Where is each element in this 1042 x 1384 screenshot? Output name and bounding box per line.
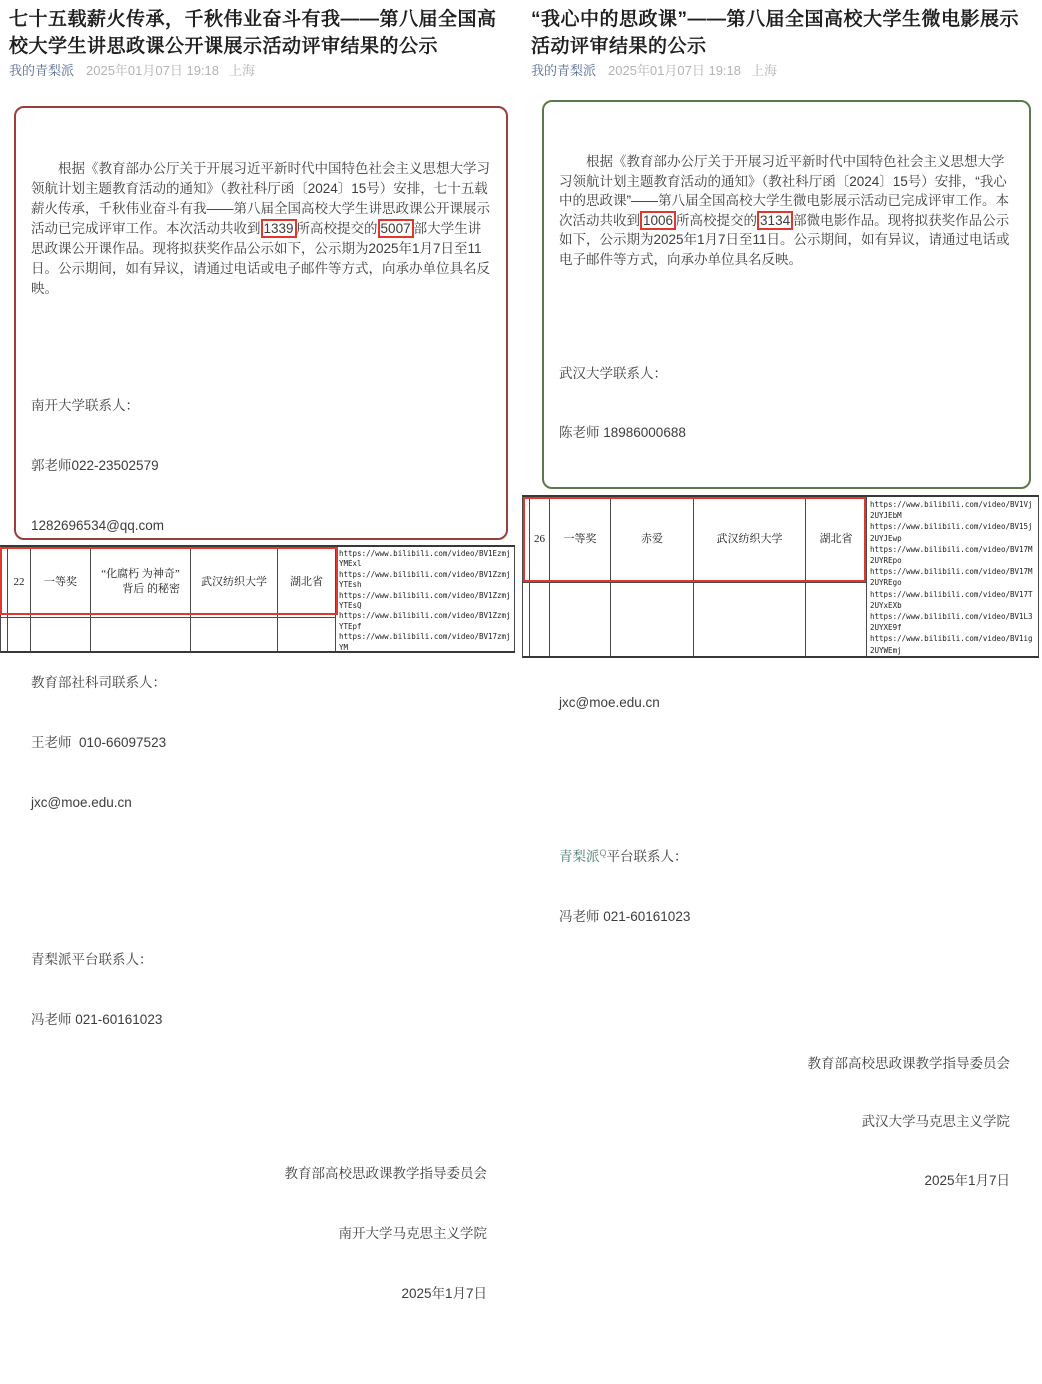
video-url-link[interactable]: https://www.bilibili.com/video/BV1L32UYXE9f: [870, 612, 1033, 633]
left-byline: [9, 60, 255, 79]
right-article-title: “我心中的思政课”——第八届全国高校大学生微电影展示活动评审结果的公示: [531, 9, 1020, 57]
table-cell-province: 湖北省: [278, 547, 336, 651]
video-url-link[interactable]: https://www.bilibili.com/video/BV15j2UYJEwp: [870, 522, 1033, 543]
contact-block-nankai: [31, 356, 491, 576]
account-name-link[interactable]: 我的青梨派: [9, 63, 75, 78]
publish-date: 2025年01月07日 19:18: [86, 63, 219, 78]
notice-text: 部微电影作品。现将拟获奖作品公示如下，公示期为2025年1月7日至11日。公示期间，如有异议，请通过电话或电子邮件等方式，向承办单位具名反映。: [559, 212, 1010, 267]
contact-line: 陈老师 18986000688: [559, 424, 686, 440]
table-cell-university: 武汉纺织大学: [191, 547, 278, 651]
contact-line: 冯老师 021-60161023: [559, 909, 691, 924]
video-url-cell: [867, 497, 1039, 656]
signature-block: [31, 1124, 491, 1344]
notice-text: 根据《教育部办公厅关于开展习近平新时代中国特色社会主义思想大学习领航计划主题教育活动的通知》（教社科厅函〔2024〕15号）安排，七十五载薪火传承，千秋伟业奋斗有我——第八届全国高校大学生讲思政课公开课展示活动已完成评审工作。本次活动共收到: [31, 161, 490, 236]
contact-title: 教育部社科司联系人：: [31, 675, 166, 690]
video-url-link[interactable]: https://www.bilibili.com/video/BV17zmjYM: [339, 632, 511, 652]
contact-title: 南开大学联系人：: [31, 398, 139, 413]
contact-line: 冯老师 021-60161023: [31, 1012, 163, 1027]
contact-title: 武汉大学联系人：: [559, 366, 667, 381]
video-url-link[interactable]: https://www.bilibili.com/video/BV17M2UYREpo: [870, 544, 1033, 566]
work-title-line2: 背后 的秘密: [122, 583, 180, 595]
table-cell-rank: 26: [530, 497, 550, 656]
notice-paragraph: [559, 152, 1014, 269]
video-url-link[interactable]: https://www.bilibili.com/video/BV17M2UYREgo: [870, 567, 1033, 588]
publish-location: 上海: [751, 63, 778, 78]
contact-line: 1282696534@qq.com: [31, 518, 165, 533]
video-url-link[interactable]: https://www.bilibili.com/video/BV1ZzmjYTEsQ: [339, 590, 511, 611]
video-url-link[interactable]: https://www.bilibili.com/video/BV1ZzmjYTEpf: [339, 611, 511, 631]
annotation-red-box: [0, 547, 338, 615]
contact-line: jxc@moe.edu.cn: [31, 795, 132, 810]
notice-text: 所高校提交的: [676, 212, 758, 228]
contact-title: 青梨派平台联系人：: [31, 952, 153, 967]
signature-block: [559, 1015, 1014, 1230]
highlighted-school-count: 1006: [640, 211, 676, 230]
qinglipai-link[interactable]: 青梨派: [559, 848, 600, 864]
table-cell-work-title: 赤爱: [611, 497, 694, 656]
account-name-link[interactable]: 我的青梨派: [531, 63, 597, 78]
superscript-q-icon: Q: [599, 847, 607, 858]
table-cell-province: 湖北省: [806, 497, 867, 656]
signature-line: 南开大学马克思主义学院: [338, 1226, 487, 1241]
right-byline: [531, 60, 777, 79]
left-article-title: 七十五载薪火传承，千秋伟业奋斗有我——第八届全国高校大学生讲思政课公开课展示活动评审结果的公示: [9, 9, 497, 57]
video-url-link[interactable]: https://www.bilibili.com/video/BV1Vj2UYJEbM: [870, 500, 1033, 521]
contact-title-rest: 平台联系人：: [606, 848, 688, 864]
table-cell-university: 武汉纺织大学: [694, 497, 806, 656]
video-url-link[interactable]: https://www.bilibili.com/video/BV1ZzmjYTEsh: [339, 569, 511, 590]
contact-line: jxc@moe.edu.cn: [559, 695, 660, 710]
table-cell-rank: 22: [8, 547, 31, 651]
publish-location: 上海: [229, 63, 256, 78]
video-url-link[interactable]: https://www.bilibili.com/video/BV1ig2UYWEmj: [870, 634, 1033, 655]
notice-text: 所高校提交的: [296, 221, 378, 236]
contact-block-qinglipai: [31, 910, 491, 1070]
contact-line: 郭老师022-23502579: [31, 458, 159, 473]
work-title-line1: “化腐朽 为神奇”: [101, 568, 180, 580]
notice-text: 部大学生讲思政课公开课作品。现将拟获奖作品公示如下，公示期为2025年1月7日至11日。公示期间，如有异议，请通过电话或电子邮件等方式，向承办单位具名反映。: [31, 221, 490, 296]
contact-block-moe: [31, 633, 491, 853]
signature-line: 武汉大学马克思主义学院: [861, 1114, 1010, 1129]
signature-line: 教育部高校思政课教学指导委员会: [284, 1166, 487, 1181]
contact-block-whu: [559, 325, 1014, 481]
signature-line: 2025年1月7日: [401, 1286, 487, 1301]
video-url-cell: [336, 547, 515, 651]
highlighted-work-count: 3134: [757, 211, 793, 230]
highlighted-school-count: 1339: [261, 219, 297, 238]
notice-paragraph: [31, 159, 491, 299]
table-cell-award: 一等奖: [31, 547, 91, 651]
publish-date: 2025年01月07日 19:18: [608, 63, 741, 78]
highlighted-work-count: 5007: [378, 219, 414, 238]
annotation-red-box: [523, 497, 866, 582]
contact-block-qinglipai: [559, 808, 1014, 966]
video-url-link[interactable]: https://www.bilibili.com/video/BV1EzmjYMExl: [339, 549, 511, 569]
video-url-link[interactable]: https://www.bilibili.com/video/BV17T2UYxEXb: [870, 589, 1033, 610]
signature-line: 2025年1月7日: [924, 1172, 1010, 1188]
notice-text: 根据《教育部办公厅关于开展习近平新时代中国特色社会主义思想大学习领航计划主题教育活动的通知》（教社科厅函〔2024〕15号）安排，“我心中的思政课”——第八届全国高校大学生微电影展示活动已完成评审工作。本次活动共收到: [559, 154, 1009, 228]
table-cell-award: 一等奖: [550, 497, 611, 656]
contact-title: [559, 847, 1014, 869]
signature-line: 教育部高校思政课教学指导委员会: [807, 1055, 1010, 1071]
contact-line: 王老师 010-66097523: [31, 735, 167, 750]
